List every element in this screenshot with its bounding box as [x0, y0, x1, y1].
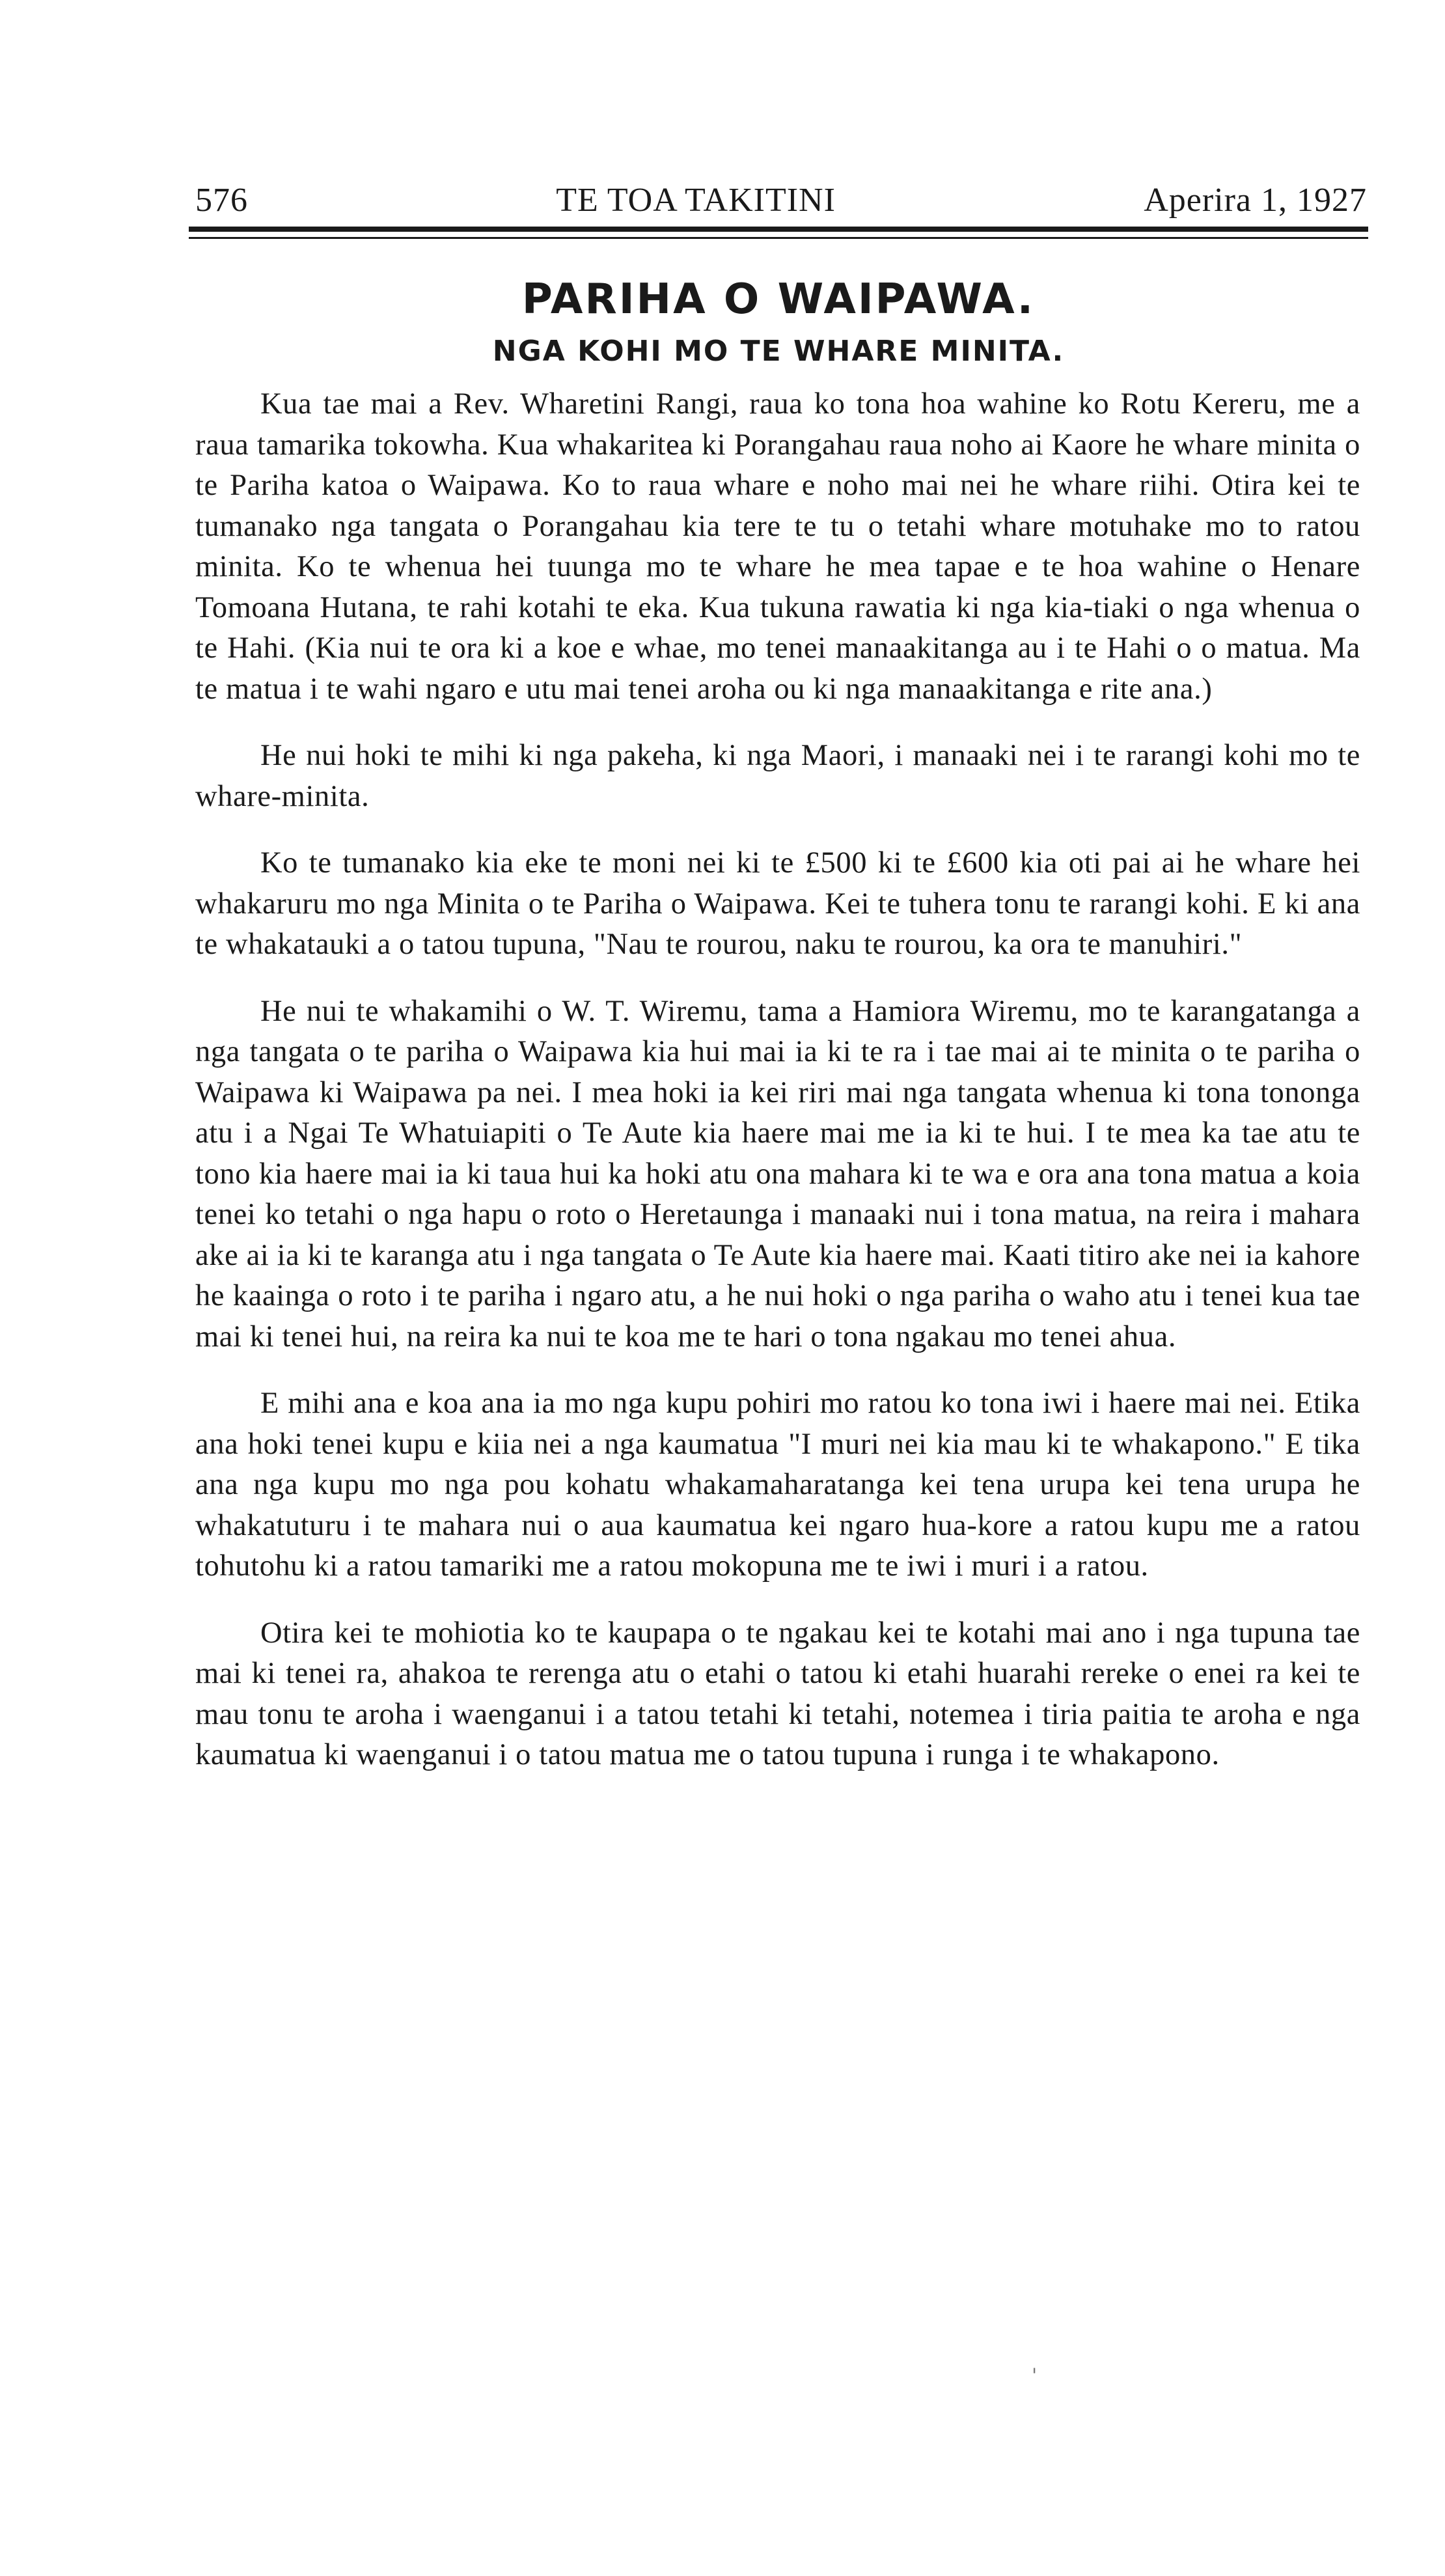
paragraph: Otira kei te mohiotia ko te kaupapa o te ngakau kei te kotahi mai ano i nga tupuna tae mai ki tenei ra, ahakoa te rerenga atu o etahi o tatou ki etahi huarahi rereke o enei ra kei te mau tonu te aroha i waenganui i a tatou tetahi ki tetahi, notemea i tiria paitia te aroha e nga kaumatua ki waenganui i o tatou matua me o tatou tupuna i runga i te whakapono.	[195, 1616, 1360, 1771]
article-subtitle: NGA KOHI MO TE WHARE MINITA.	[492, 335, 1065, 368]
page-number: 576	[195, 182, 248, 219]
publication-name: TE TOA TAKITINI	[556, 182, 836, 219]
issue-date: Aperira 1, 1927	[1144, 182, 1367, 219]
header-rule-thick	[189, 227, 1368, 232]
paragraph: Kua tae mai a Rev. Wharetini Rangi, raua ko tona hoa wahine ko Rotu Kereru, me a raua tamarika tokowha. Kua whakaritea ki Porangahau raua noho ai Kaore he whare minita o te Pariha katoa o Waipawa. Ko to raua whare e noho mai nei he whare riihi. Otira kei te tumanako nga tangata o Porangahau kia tere te tu o tetahi whare motuhake mo to ratou minita. Ko te whenua hei tuunga mo te whare he mea tapae e te hoa wahine o Henare Tomoana Hutana, te rahi kotahi te eka. Kua tukuna rawatia ki nga kia-tiaki o nga whenua o te Hahi. (Kia nui te ora ki a koe e whae, mo tenei manaakitanga au i te Hahi o o matua. Ma te matua i te wahi ngaro e utu mai tenei aroha ou ki nga manaakitanga e rite ana.)	[195, 387, 1360, 706]
print-speck: '	[1032, 2364, 1038, 2387]
paragraph: E mihi ana e koa ana ia mo nga kupu pohiri mo ratou ko tona iwi i haere mai nei. Etika ana hoki tenei kupu e kiia nei a nga kaumatua "I muri nei kia mau ki te whakapono." E tika ana nga kupu mo nga pou kohatu whakamaharatanga kei tena urupa kei tena urupa he whakatuturu i te mahara nui o aua kaumatua kei ngaro hua-kore a ratou kupu me a ratou tohutohu ki a ratou tamariki me a ratou mokopuna me te iwi i muri i a ratou.	[195, 1387, 1360, 1583]
paragraph: He nui te whakamihi o W. T. Wiremu, tama a Hamiora Wiremu, mo te karangatanga a nga tangata o te pariha o Waipawa kia hui mai ia ki te ra i tae mai ai te minita o te pariha o Waipawa ki Waipawa pa nei. I mea hoki ia kei riri mai nga tangata whenua ki tona tononga atu i a Ngai Te Whatuiapiti o Te Aute kia haere mai me ia ki te hui. I te mea ka tae atu te tono kia haere mai ia ki taua hui ka hoki atu ona mahara ki te wa e ora ana tona matua a koia tenei ko tetahi o nga hapu o roto o Heretaunga i manaaki nui i tona matua, na reira i mahara ake ai ia ki te karanga atu i nga tangata o Te Aute kia haere mai. Kaati titiro ake nei ia kahore he kaainga o roto i te pariha i ngaro atu, a he nui hoki o nga pariha o waho atu i tenei kua tae mai ki tenei hui, na reira ka nui te koa me te hari o tona ngakau mo tenei ahua.	[195, 994, 1360, 1353]
paragraph: He nui hoki te mihi ki nga pakeha, ki nga Maori, i manaaki nei i te rarangi kohi mo te whare-minita.	[195, 739, 1360, 813]
header-rule-thin	[189, 237, 1368, 239]
running-head	[195, 174, 1367, 220]
article-title: PARIHA O WAIPAWA.	[521, 275, 1036, 324]
article-body	[195, 384, 1360, 1802]
paragraph: Ko te tumanako kia eke te moni nei ki te £500 ki te £600 kia oti pai ai he whare hei whakaruru mo nga Minita o te Pariha o Waipawa. Kei te tuhera tonu te rarangi kohi. E ki ana te whakatauki a o tatou tupuna, "Nau te rourou, naku te rourou, ka ora te manuhiri."	[195, 846, 1360, 961]
